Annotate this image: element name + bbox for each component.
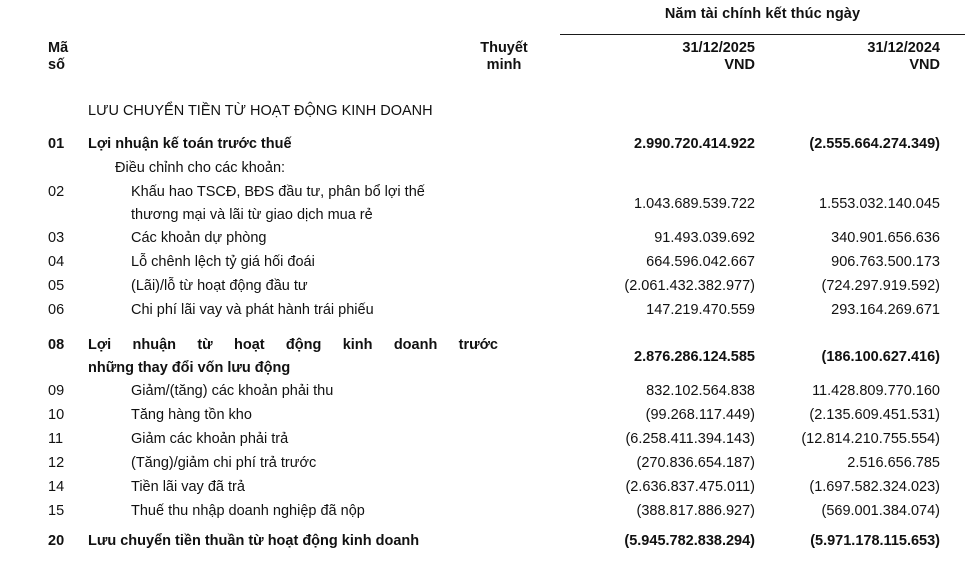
row-value-2024: 2.516.656.785 (847, 455, 940, 471)
row-label-line2: những thay đổi vốn lưu động (88, 360, 291, 376)
row-code: 06 (48, 302, 65, 318)
row-value-2025: (5.945.782.838.294) (624, 533, 755, 549)
table-row (0, 428, 969, 452)
note-column-header-line2: minh (486, 57, 522, 73)
row-value-2025: (388.817.886.927) (636, 503, 755, 519)
row-code: 02 (48, 184, 65, 200)
section-title: LƯU CHUYỂN TIỀN TỪ HOẠT ĐỘNG KINH DOANH (88, 103, 433, 119)
row-label: Giảm các khoản phải trả (131, 431, 289, 447)
column-header-2024 (744, 40, 940, 74)
table-row (0, 476, 969, 500)
row-value-2025: 91.493.039.692 (654, 230, 755, 246)
row-label (88, 334, 498, 380)
note-column-header (458, 40, 550, 74)
row-label: Lợi nhuận kế toán trước thuế (88, 136, 292, 152)
table-row (0, 251, 969, 275)
header-rule (560, 34, 965, 35)
column-header-2024-date: 31/12/2024 (867, 40, 940, 56)
row-value-2024: (2.135.609.451.531) (809, 407, 940, 423)
row-value-2025: (2.636.837.475.011) (625, 479, 755, 495)
row-value-2024: 293.164.269.671 (831, 302, 940, 318)
row-value-2024: (569.001.384.074) (821, 503, 940, 519)
row-code: 11 (48, 431, 64, 447)
table-row (0, 452, 969, 476)
row-value-2024: (12.814.210.755.554) (801, 431, 940, 447)
section-heading-row (0, 100, 969, 124)
row-code: 08 (48, 337, 65, 353)
row-value-2025: 664.596.042.667 (646, 254, 755, 270)
row-value-2024: (724.297.919.592) (821, 278, 940, 294)
row-code: 12 (48, 455, 65, 471)
code-column-header-line2: số (48, 57, 65, 73)
row-label-line1: Lợi nhuận từ hoạt động kinh doanh trước (88, 337, 498, 353)
row-value-2025: (6.258.411.394.143) (625, 431, 755, 447)
row-value-2024: 906.763.500.173 (831, 254, 940, 270)
table-row (0, 380, 969, 404)
row-code: 03 (48, 230, 65, 246)
row-value-2024: 11.428.809.770.160 (812, 383, 940, 399)
column-header-2025-currency: VND (724, 57, 755, 73)
code-column-header-line1: Mã (48, 40, 69, 56)
row-value-2024: (1.697.582.324.023) (809, 479, 940, 495)
row-code: 20 (48, 533, 65, 549)
row-value-2025: 832.102.564.838 (646, 383, 755, 399)
spacer (0, 323, 969, 334)
column-header-2024-currency: VND (909, 57, 940, 73)
row-value-2025: 2.876.286.124.585 (634, 349, 755, 365)
table-row (0, 404, 969, 428)
row-label: Lỗ chênh lệch tỷ giá hối đoái (131, 254, 315, 270)
row-label: (Lãi)/lỗ từ hoạt động đầu tư (131, 278, 308, 294)
table-row (0, 227, 969, 251)
row-label: Giảm/(tăng) các khoản phải thu (131, 383, 334, 399)
table-row (0, 181, 969, 227)
column-header-2025 (559, 40, 755, 74)
row-label: Các khoản dự phòng (131, 230, 267, 246)
row-code: 04 (48, 254, 65, 270)
statement-rows (0, 100, 969, 554)
row-value-2024: 1.553.032.140.045 (819, 196, 940, 212)
adjust-note-label: Điều chỉnh cho các khoản: (115, 160, 286, 176)
code-column-header (48, 40, 68, 74)
note-column-header-line1: Thuyết (480, 40, 528, 56)
row-code: 15 (48, 503, 65, 519)
row-label: Chi phí lãi vay và phát hành trái phiếu (131, 302, 374, 318)
row-value-2025: 2.990.720.414.922 (634, 136, 755, 152)
table-row (0, 530, 969, 554)
row-code: 14 (48, 479, 65, 495)
table-row (0, 500, 969, 524)
row-label-line1: Khấu hao TSCĐ, BĐS đầu tư, phân bổ lợi thế (131, 184, 425, 200)
row-label: Tăng hàng tồn kho (131, 407, 252, 423)
row-value-2025: 147.219.470.559 (646, 302, 755, 318)
row-value-2025: (2.061.432.382.977) (624, 278, 755, 294)
table-row (0, 133, 969, 157)
row-value-2024: (2.555.664.274.349) (809, 136, 940, 152)
period-title-text: Năm tài chính kết thúc ngày (664, 6, 861, 22)
table-row (0, 299, 969, 323)
row-value-2024: (186.100.627.416) (821, 349, 940, 365)
row-value-2024: 340.901.656.636 (831, 230, 940, 246)
row-label: Tiền lãi vay đã trả (131, 479, 245, 495)
row-code: 05 (48, 278, 65, 294)
row-code: 01 (48, 136, 65, 152)
adjust-note-row (0, 157, 969, 181)
column-header-2025-date: 31/12/2025 (682, 40, 755, 56)
row-label: Lưu chuyển tiền thuần từ hoạt động kinh doanh (88, 533, 420, 549)
row-value-2025: (270.836.654.187) (636, 455, 755, 471)
row-value-2025: 1.043.689.539.722 (634, 196, 755, 212)
row-label: Thuế thu nhập doanh nghiệp đã nộp (131, 503, 365, 519)
table-row (0, 334, 969, 380)
row-code: 09 (48, 383, 65, 399)
table-row (0, 275, 969, 299)
row-value-2025: (99.268.117.449) (645, 407, 755, 423)
row-label-line2: thương mại và lãi từ giao dịch mua rẻ (131, 207, 373, 223)
period-title (560, 6, 965, 22)
row-value-2024: (5.971.178.115.653) (810, 533, 940, 549)
table-header (0, 0, 969, 92)
row-code: 10 (48, 407, 65, 423)
spacer (0, 124, 969, 133)
row-label: (Tăng)/giảm chi phí trả trước (131, 455, 317, 471)
